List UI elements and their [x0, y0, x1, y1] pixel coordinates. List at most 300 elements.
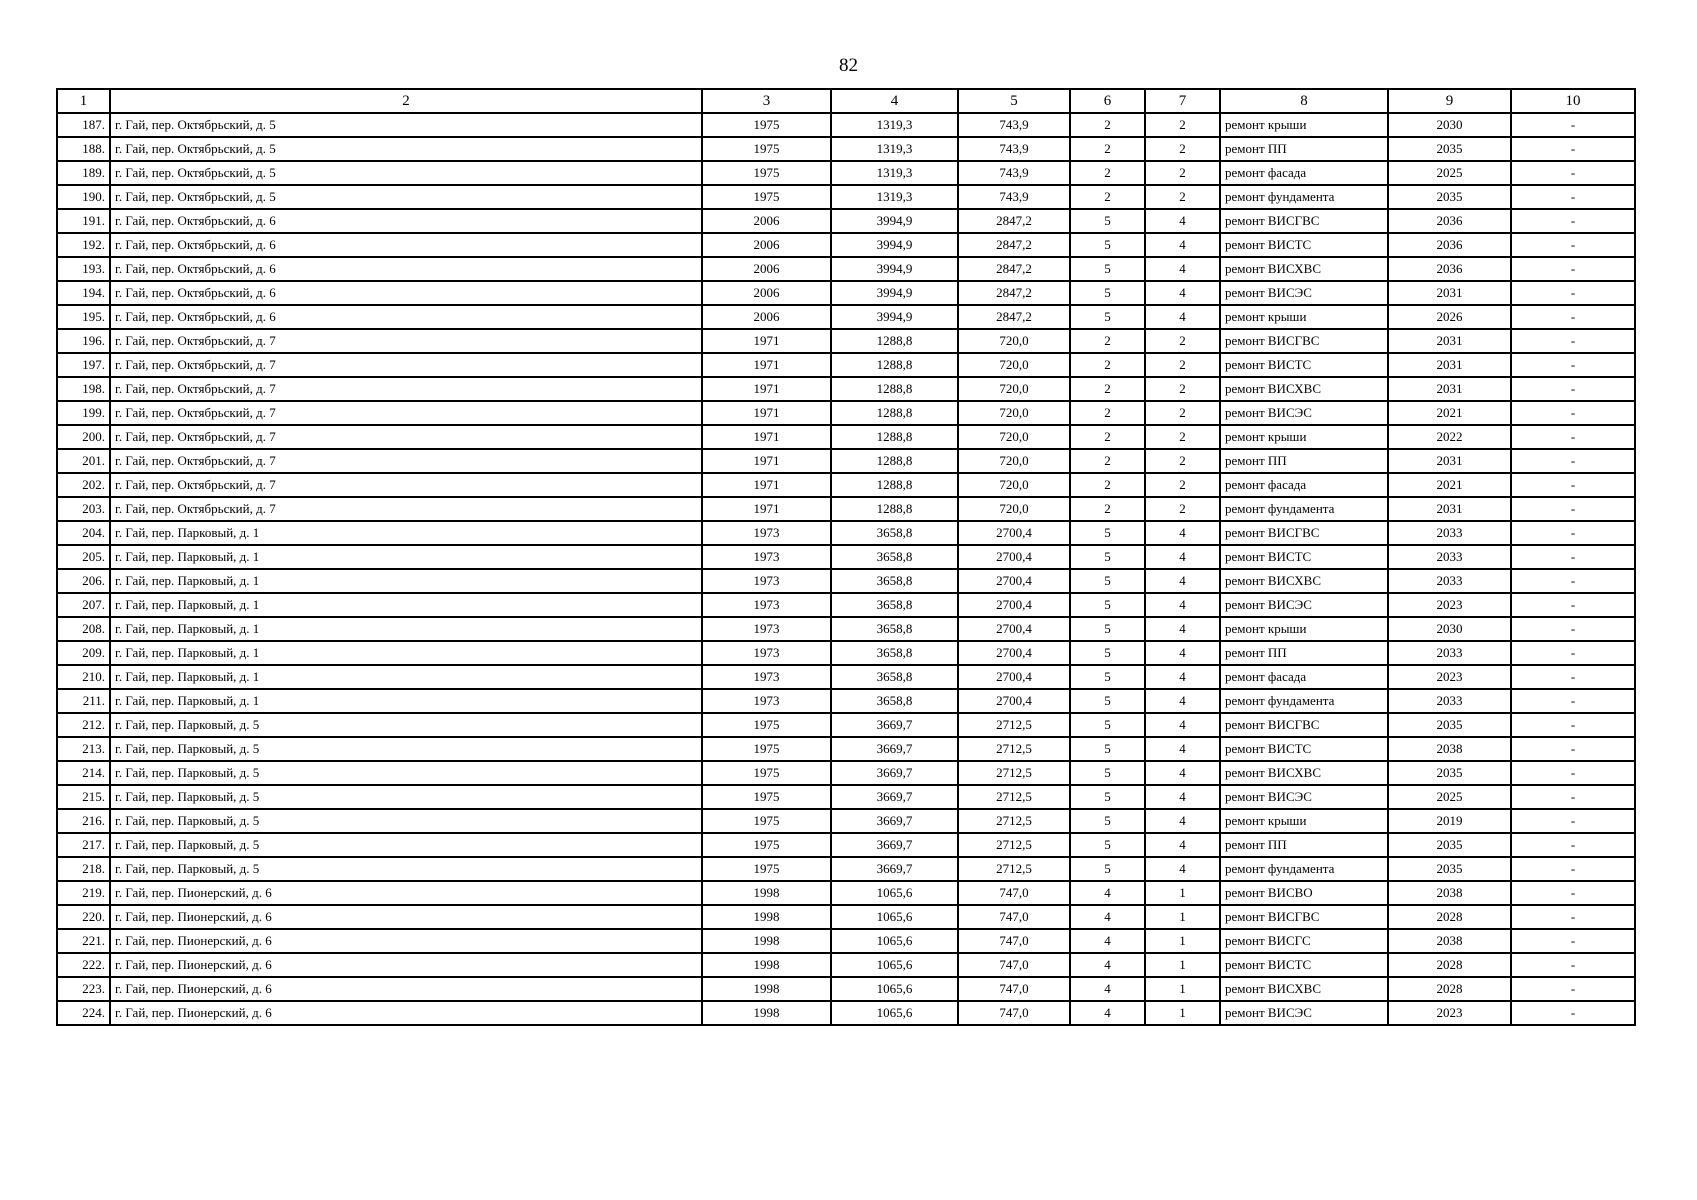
table-row [57, 281, 1635, 305]
row-number-cell: 199. [57, 401, 110, 425]
table-row [57, 449, 1635, 473]
floors-cell: 2 [1070, 377, 1145, 401]
total-area-cell: 1065,6 [831, 1001, 958, 1025]
note-cell: - [1511, 329, 1635, 353]
year-built-cell: 1998 [702, 929, 831, 953]
living-area-cell: 2700,4 [958, 689, 1070, 713]
entrances-cell: 1 [1145, 977, 1220, 1001]
work-type-cell: ремонт ВИСТС [1220, 233, 1388, 257]
address-cell: г. Гай, пер. Октябрьский, д. 6 [110, 209, 702, 233]
planned-year-cell: 2035 [1388, 137, 1511, 161]
note-cell: - [1511, 425, 1635, 449]
table-row [57, 137, 1635, 161]
floors-cell: 5 [1070, 737, 1145, 761]
total-area-cell: 3669,7 [831, 785, 958, 809]
planned-year-cell: 2036 [1388, 257, 1511, 281]
note-cell: - [1511, 209, 1635, 233]
work-type-cell: ремонт ВИСХВС [1220, 569, 1388, 593]
note-cell: - [1511, 833, 1635, 857]
row-number-cell: 192. [57, 233, 110, 257]
floors-cell: 5 [1070, 545, 1145, 569]
year-built-cell: 1971 [702, 473, 831, 497]
note-cell: - [1511, 545, 1635, 569]
column-header: 10 [1511, 89, 1635, 113]
planned-year-cell: 2035 [1388, 833, 1511, 857]
address-cell: г. Гай, пер. Парковый, д. 1 [110, 641, 702, 665]
work-type-cell: ремонт фундамента [1220, 497, 1388, 521]
planned-year-cell: 2028 [1388, 905, 1511, 929]
living-area-cell: 747,0 [958, 929, 1070, 953]
note-cell: - [1511, 281, 1635, 305]
year-built-cell: 1975 [702, 137, 831, 161]
address-cell: г. Гай, пер. Октябрьский, д. 5 [110, 137, 702, 161]
living-area-cell: 2712,5 [958, 833, 1070, 857]
planned-year-cell: 2028 [1388, 977, 1511, 1001]
living-area-cell: 2712,5 [958, 761, 1070, 785]
total-area-cell: 3658,8 [831, 521, 958, 545]
planned-year-cell: 2033 [1388, 569, 1511, 593]
total-area-cell: 1288,8 [831, 329, 958, 353]
entrances-cell: 4 [1145, 785, 1220, 809]
table-row [57, 113, 1635, 137]
column-header: 5 [958, 89, 1070, 113]
year-built-cell: 1975 [702, 737, 831, 761]
column-header: 8 [1220, 89, 1388, 113]
row-number-cell: 222. [57, 953, 110, 977]
living-area-cell: 2712,5 [958, 713, 1070, 737]
year-built-cell: 2006 [702, 257, 831, 281]
living-area-cell: 743,9 [958, 185, 1070, 209]
living-area-cell: 747,0 [958, 881, 1070, 905]
total-area-cell: 3994,9 [831, 209, 958, 233]
planned-year-cell: 2035 [1388, 761, 1511, 785]
work-type-cell: ремонт ВИСГС [1220, 929, 1388, 953]
row-number-cell: 213. [57, 737, 110, 761]
address-cell: г. Гай, пер. Октябрьский, д. 6 [110, 281, 702, 305]
entrances-cell: 4 [1145, 521, 1220, 545]
row-number-cell: 217. [57, 833, 110, 857]
note-cell: - [1511, 113, 1635, 137]
living-area-cell: 2847,2 [958, 233, 1070, 257]
work-type-cell: ремонт ПП [1220, 641, 1388, 665]
note-cell: - [1511, 785, 1635, 809]
living-area-cell: 747,0 [958, 977, 1070, 1001]
row-number-cell: 206. [57, 569, 110, 593]
row-number-cell: 190. [57, 185, 110, 209]
floors-cell: 5 [1070, 833, 1145, 857]
planned-year-cell: 2019 [1388, 809, 1511, 833]
floors-cell: 5 [1070, 257, 1145, 281]
planned-year-cell: 2038 [1388, 881, 1511, 905]
note-cell: - [1511, 617, 1635, 641]
note-cell: - [1511, 737, 1635, 761]
floors-cell: 2 [1070, 473, 1145, 497]
year-built-cell: 1998 [702, 881, 831, 905]
row-number-cell: 212. [57, 713, 110, 737]
page-number: 82 [839, 55, 858, 76]
year-built-cell: 1971 [702, 425, 831, 449]
work-type-cell: ремонт крыши [1220, 809, 1388, 833]
planned-year-cell: 2026 [1388, 305, 1511, 329]
floors-cell: 5 [1070, 689, 1145, 713]
living-area-cell: 2700,4 [958, 593, 1070, 617]
address-cell: г. Гай, пер. Пионерский, д. 6 [110, 977, 702, 1001]
year-built-cell: 1973 [702, 665, 831, 689]
total-area-cell: 1288,8 [831, 449, 958, 473]
row-number-cell: 223. [57, 977, 110, 1001]
floors-cell: 5 [1070, 281, 1145, 305]
total-area-cell: 3658,8 [831, 593, 958, 617]
work-type-cell: ремонт ВИСТС [1220, 545, 1388, 569]
address-cell: г. Гай, пер. Парковый, д. 5 [110, 785, 702, 809]
year-built-cell: 1971 [702, 353, 831, 377]
column-header: 7 [1145, 89, 1220, 113]
register-table [56, 88, 1636, 1026]
table-row [57, 953, 1635, 977]
work-type-cell: ремонт ПП [1220, 137, 1388, 161]
living-area-cell: 2700,4 [958, 545, 1070, 569]
address-cell: г. Гай, пер. Парковый, д. 1 [110, 665, 702, 689]
total-area-cell: 3658,8 [831, 545, 958, 569]
note-cell: - [1511, 305, 1635, 329]
entrances-cell: 1 [1145, 929, 1220, 953]
row-number-cell: 201. [57, 449, 110, 473]
year-built-cell: 2006 [702, 233, 831, 257]
work-type-cell: ремонт фундамента [1220, 185, 1388, 209]
total-area-cell: 3658,8 [831, 569, 958, 593]
work-type-cell: ремонт крыши [1220, 305, 1388, 329]
work-type-cell: ремонт ВИСЭС [1220, 785, 1388, 809]
row-number-cell: 220. [57, 905, 110, 929]
year-built-cell: 1975 [702, 161, 831, 185]
work-type-cell: ремонт ПП [1220, 449, 1388, 473]
entrances-cell: 4 [1145, 545, 1220, 569]
address-cell: г. Гай, пер. Пионерский, д. 6 [110, 905, 702, 929]
note-cell: - [1511, 977, 1635, 1001]
address-cell: г. Гай, пер. Парковый, д. 5 [110, 857, 702, 881]
note-cell: - [1511, 809, 1635, 833]
row-number-cell: 198. [57, 377, 110, 401]
row-number-cell: 196. [57, 329, 110, 353]
work-type-cell: ремонт ВИСХВС [1220, 977, 1388, 1001]
table-row [57, 929, 1635, 953]
total-area-cell: 1288,8 [831, 401, 958, 425]
total-area-cell: 1288,8 [831, 377, 958, 401]
total-area-cell: 3669,7 [831, 761, 958, 785]
address-cell: г. Гай, пер. Парковый, д. 1 [110, 689, 702, 713]
column-header: 3 [702, 89, 831, 113]
year-built-cell: 1975 [702, 857, 831, 881]
note-cell: - [1511, 161, 1635, 185]
note-cell: - [1511, 185, 1635, 209]
note-cell: - [1511, 569, 1635, 593]
table-row [57, 1001, 1635, 1025]
note-cell: - [1511, 137, 1635, 161]
table-row [57, 353, 1635, 377]
total-area-cell: 1319,3 [831, 137, 958, 161]
planned-year-cell: 2031 [1388, 329, 1511, 353]
row-number-cell: 200. [57, 425, 110, 449]
living-area-cell: 747,0 [958, 953, 1070, 977]
address-cell: г. Гай, пер. Октябрьский, д. 6 [110, 305, 702, 329]
table-row [57, 689, 1635, 713]
total-area-cell: 1065,6 [831, 977, 958, 1001]
floors-cell: 4 [1070, 1001, 1145, 1025]
floors-cell: 5 [1070, 209, 1145, 233]
total-area-cell: 1065,6 [831, 929, 958, 953]
entrances-cell: 2 [1145, 329, 1220, 353]
living-area-cell: 2847,2 [958, 281, 1070, 305]
row-number-cell: 205. [57, 545, 110, 569]
living-area-cell: 747,0 [958, 905, 1070, 929]
note-cell: - [1511, 449, 1635, 473]
entrances-cell: 4 [1145, 641, 1220, 665]
total-area-cell: 3669,7 [831, 857, 958, 881]
work-type-cell: ремонт фундамента [1220, 857, 1388, 881]
living-area-cell: 2847,2 [958, 257, 1070, 281]
year-built-cell: 1973 [702, 641, 831, 665]
address-cell: г. Гай, пер. Октябрьский, д. 5 [110, 161, 702, 185]
note-cell: - [1511, 353, 1635, 377]
table-row [57, 209, 1635, 233]
row-number-cell: 189. [57, 161, 110, 185]
address-cell: г. Гай, пер. Октябрьский, д. 5 [110, 113, 702, 137]
header-row [57, 89, 1635, 113]
column-header: 6 [1070, 89, 1145, 113]
total-area-cell: 1065,6 [831, 953, 958, 977]
living-area-cell: 720,0 [958, 401, 1070, 425]
table-row [57, 497, 1635, 521]
floors-cell: 2 [1070, 449, 1145, 473]
living-area-cell: 743,9 [958, 137, 1070, 161]
address-cell: г. Гай, пер. Октябрьский, д. 7 [110, 497, 702, 521]
living-area-cell: 720,0 [958, 353, 1070, 377]
entrances-cell: 2 [1145, 449, 1220, 473]
floors-cell: 2 [1070, 185, 1145, 209]
planned-year-cell: 2038 [1388, 737, 1511, 761]
work-type-cell: ремонт ВИСХВС [1220, 257, 1388, 281]
note-cell: - [1511, 857, 1635, 881]
note-cell: - [1511, 521, 1635, 545]
total-area-cell: 3994,9 [831, 281, 958, 305]
floors-cell: 4 [1070, 929, 1145, 953]
column-header: 9 [1388, 89, 1511, 113]
entrances-cell: 4 [1145, 257, 1220, 281]
work-type-cell: ремонт ВИСГВС [1220, 209, 1388, 233]
planned-year-cell: 2031 [1388, 449, 1511, 473]
year-built-cell: 1973 [702, 569, 831, 593]
entrances-cell: 2 [1145, 401, 1220, 425]
note-cell: - [1511, 905, 1635, 929]
table-row [57, 257, 1635, 281]
entrances-cell: 4 [1145, 617, 1220, 641]
floors-cell: 4 [1070, 905, 1145, 929]
planned-year-cell: 2023 [1388, 665, 1511, 689]
entrances-cell: 4 [1145, 857, 1220, 881]
year-built-cell: 1973 [702, 545, 831, 569]
living-area-cell: 2700,4 [958, 641, 1070, 665]
living-area-cell: 2847,2 [958, 305, 1070, 329]
floors-cell: 2 [1070, 113, 1145, 137]
floors-cell: 2 [1070, 161, 1145, 185]
entrances-cell: 4 [1145, 569, 1220, 593]
year-built-cell: 1973 [702, 521, 831, 545]
table-row [57, 617, 1635, 641]
year-built-cell: 1975 [702, 761, 831, 785]
total-area-cell: 1319,3 [831, 161, 958, 185]
total-area-cell: 3994,9 [831, 257, 958, 281]
address-cell: г. Гай, пер. Парковый, д. 5 [110, 713, 702, 737]
address-cell: г. Гай, пер. Парковый, д. 1 [110, 593, 702, 617]
floors-cell: 5 [1070, 665, 1145, 689]
entrances-cell: 4 [1145, 761, 1220, 785]
living-area-cell: 2712,5 [958, 857, 1070, 881]
work-type-cell: ремонт ВИСТС [1220, 737, 1388, 761]
table-row [57, 305, 1635, 329]
total-area-cell: 3994,9 [831, 233, 958, 257]
table-row [57, 665, 1635, 689]
floors-cell: 5 [1070, 713, 1145, 737]
entrances-cell: 1 [1145, 953, 1220, 977]
address-cell: г. Гай, пер. Октябрьский, д. 7 [110, 449, 702, 473]
year-built-cell: 2006 [702, 209, 831, 233]
floors-cell: 5 [1070, 569, 1145, 593]
floors-cell: 5 [1070, 809, 1145, 833]
planned-year-cell: 2035 [1388, 713, 1511, 737]
entrances-cell: 4 [1145, 305, 1220, 329]
entrances-cell: 4 [1145, 833, 1220, 857]
table-row [57, 569, 1635, 593]
table-row [57, 233, 1635, 257]
table-row [57, 713, 1635, 737]
total-area-cell: 1319,3 [831, 185, 958, 209]
year-built-cell: 1973 [702, 689, 831, 713]
planned-year-cell: 2021 [1388, 473, 1511, 497]
year-built-cell: 1971 [702, 401, 831, 425]
planned-year-cell: 2021 [1388, 401, 1511, 425]
entrances-cell: 4 [1145, 689, 1220, 713]
work-type-cell: ремонт фундамента [1220, 689, 1388, 713]
entrances-cell: 2 [1145, 137, 1220, 161]
work-type-cell: ремонт ВИСТС [1220, 953, 1388, 977]
planned-year-cell: 2031 [1388, 497, 1511, 521]
living-area-cell: 2700,4 [958, 665, 1070, 689]
planned-year-cell: 2022 [1388, 425, 1511, 449]
note-cell: - [1511, 401, 1635, 425]
row-number-cell: 218. [57, 857, 110, 881]
total-area-cell: 3658,8 [831, 665, 958, 689]
entrances-cell: 2 [1145, 497, 1220, 521]
table-row [57, 905, 1635, 929]
year-built-cell: 1975 [702, 785, 831, 809]
living-area-cell: 743,9 [958, 113, 1070, 137]
entrances-cell: 1 [1145, 881, 1220, 905]
table-body [57, 113, 1635, 1025]
total-area-cell: 3669,7 [831, 809, 958, 833]
floors-cell: 2 [1070, 497, 1145, 521]
planned-year-cell: 2031 [1388, 281, 1511, 305]
note-cell: - [1511, 881, 1635, 905]
year-built-cell: 2006 [702, 305, 831, 329]
planned-year-cell: 2023 [1388, 593, 1511, 617]
work-type-cell: ремонт ВИСГВС [1220, 329, 1388, 353]
table-row [57, 833, 1635, 857]
floors-cell: 5 [1070, 593, 1145, 617]
note-cell: - [1511, 233, 1635, 257]
row-number-cell: 193. [57, 257, 110, 281]
floors-cell: 5 [1070, 761, 1145, 785]
planned-year-cell: 2035 [1388, 185, 1511, 209]
living-area-cell: 720,0 [958, 425, 1070, 449]
entrances-cell: 2 [1145, 113, 1220, 137]
entrances-cell: 4 [1145, 737, 1220, 761]
table-row [57, 377, 1635, 401]
year-built-cell: 1973 [702, 617, 831, 641]
note-cell: - [1511, 953, 1635, 977]
entrances-cell: 2 [1145, 185, 1220, 209]
year-built-cell: 1975 [702, 185, 831, 209]
floors-cell: 2 [1070, 353, 1145, 377]
total-area-cell: 1319,3 [831, 113, 958, 137]
address-cell: г. Гай, пер. Октябрьский, д. 5 [110, 185, 702, 209]
entrances-cell: 4 [1145, 809, 1220, 833]
floors-cell: 5 [1070, 305, 1145, 329]
planned-year-cell: 2035 [1388, 857, 1511, 881]
planned-year-cell: 2030 [1388, 113, 1511, 137]
table-row [57, 641, 1635, 665]
table-row [57, 329, 1635, 353]
row-number-cell: 210. [57, 665, 110, 689]
planned-year-cell: 2038 [1388, 929, 1511, 953]
floors-cell: 5 [1070, 857, 1145, 881]
work-type-cell: ремонт ВИСЭС [1220, 1001, 1388, 1025]
table-row [57, 737, 1635, 761]
floors-cell: 2 [1070, 401, 1145, 425]
note-cell: - [1511, 665, 1635, 689]
planned-year-cell: 2031 [1388, 377, 1511, 401]
address-cell: г. Гай, пер. Парковый, д. 1 [110, 521, 702, 545]
year-built-cell: 1971 [702, 497, 831, 521]
living-area-cell: 720,0 [958, 497, 1070, 521]
floors-cell: 4 [1070, 977, 1145, 1001]
entrances-cell: 2 [1145, 473, 1220, 497]
year-built-cell: 2006 [702, 281, 831, 305]
address-cell: г. Гай, пер. Парковый, д. 1 [110, 617, 702, 641]
work-type-cell: ремонт ВИСЭС [1220, 401, 1388, 425]
planned-year-cell: 2036 [1388, 209, 1511, 233]
floors-cell: 5 [1070, 233, 1145, 257]
note-cell: - [1511, 1001, 1635, 1025]
total-area-cell: 3658,8 [831, 641, 958, 665]
entrances-cell: 4 [1145, 665, 1220, 689]
floors-cell: 2 [1070, 425, 1145, 449]
planned-year-cell: 2031 [1388, 353, 1511, 377]
work-type-cell: ремонт крыши [1220, 617, 1388, 641]
total-area-cell: 1065,6 [831, 881, 958, 905]
planned-year-cell: 2028 [1388, 953, 1511, 977]
entrances-cell: 4 [1145, 233, 1220, 257]
note-cell: - [1511, 377, 1635, 401]
note-cell: - [1511, 641, 1635, 665]
row-number-cell: 191. [57, 209, 110, 233]
work-type-cell: ремонт ВИСХВС [1220, 761, 1388, 785]
floors-cell: 2 [1070, 329, 1145, 353]
planned-year-cell: 2033 [1388, 641, 1511, 665]
floors-cell: 5 [1070, 521, 1145, 545]
row-number-cell: 215. [57, 785, 110, 809]
floors-cell: 5 [1070, 641, 1145, 665]
table-row [57, 881, 1635, 905]
